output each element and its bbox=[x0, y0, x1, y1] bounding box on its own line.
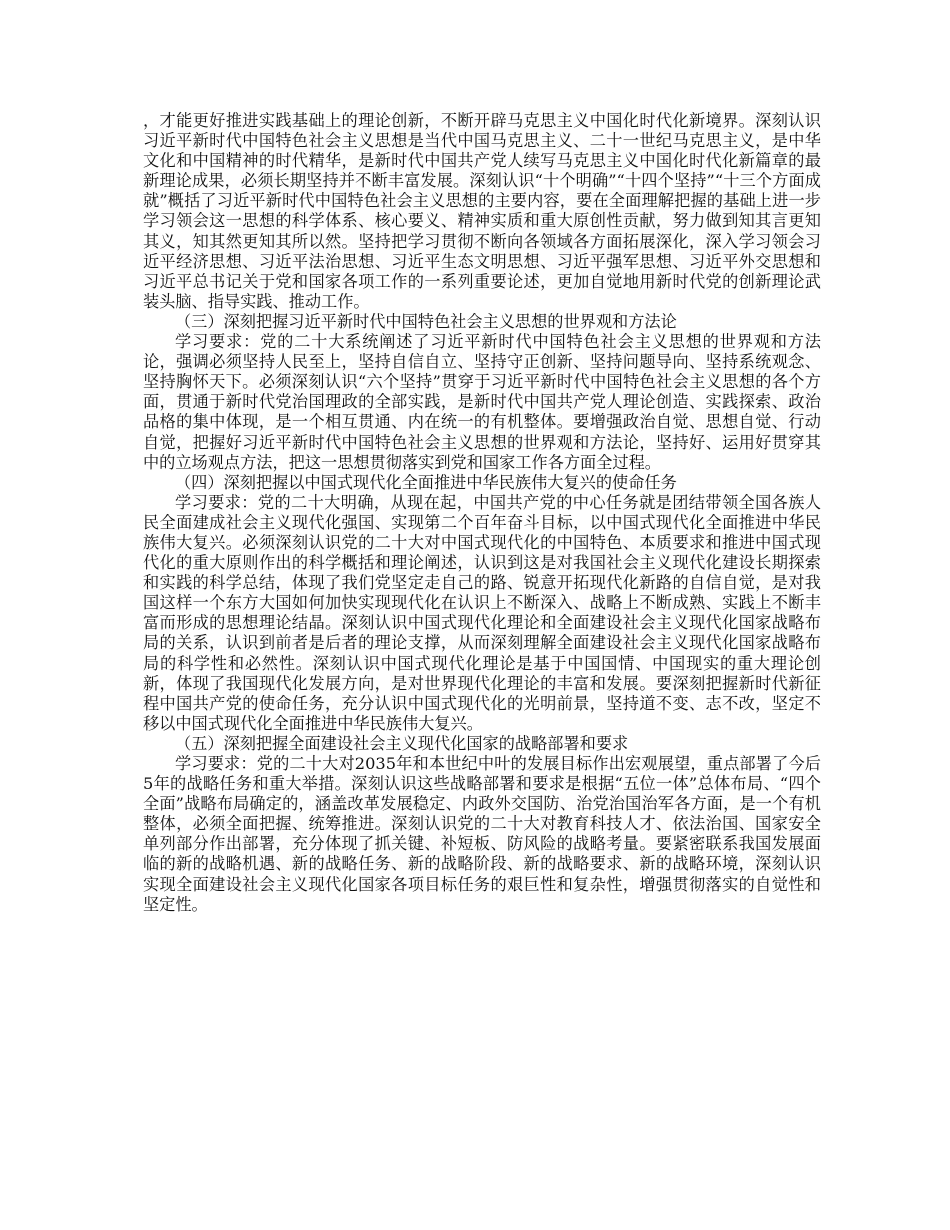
body-paragraph-3: 学习要求：党的二十大系统阐述了习近平新时代中国特色社会主义思想的世界观和方法论，强调必须坚持人民至上，坚持自信自立、坚持守正创新、坚持问题导向、坚持系统观念、坚持胸怀天下。必须深刻认识“六个坚持”贯穿于习近平新时代中国特色社会主义思想的各个方面，贯通于新时代党治国理政的全部实践，是新时代中国共产党人理论创造、实践探索、政治品格的集中体现，是一个相互贯通、内在统一的有机整体。要增强政治自觉、思想自觉、行动自觉，把握好习近平新时代中国特色社会主义思想的世界观和方法论，坚持好、运用好贯穿其中的立场观点方法，把这一思想贯彻落实到党和国家工作各方面全过程。 bbox=[143, 332, 821, 472]
body-paragraph-4: 学习要求：党的二十大明确，从现在起，中国共产党的中心任务就是团结带领全国各族人民全面建成社会主义现代化强国、实现第二个百年奋斗目标，以中国式现代化全面推进中华民族伟大复兴。必须深刻认识党的二十大对中国式现代化的中国特色、本质要求和推进中国式现代化的重大原则作出的科学概括和理论阐述，认识到这是对我国社会主义现代化建设长期探索和实践的科学总结，体现了我们党坚定走自己的路、锐意开拓现代化新路的自信自觉，是对我国这样一个东方大国如何加快实现现代化在认识上不断深入、战略上不断成熟、实践上不断丰富而形成的思想理论结晶。深刻认识中国式现代化理论和全面建设社会主义现代化国家战略布局的关系，认识到前者是后者的理论支撑，从而深刻理解全面建设社会主义现代化国家战略布局的科学性和必然性。深刻认识中国式现代化理论是基于中国国情、中国现实的重大理论创新，体现了我国现代化发展方向，是对世界现代化理论的丰富和发展。要深刻把握新时代新征程中国共产党的使命任务，充分认识中国式现代化的光明前景，坚持道不变、志不改，坚定不移以中国式现代化全面推进中华民族伟大复兴。 bbox=[143, 492, 821, 733]
document-page bbox=[143, 111, 821, 915]
body-paragraph-5: 学习要求：党的二十大对2035年和本世纪中叶的发展目标作出宏观展望，重点部署了今后5年的战略任务和重大举措。深刻认识这些战略部署和要求是根据“五位一体”总体布局、“四个全面”战略布局确定的，涵盖改革发展稳定、内政外交国防、治党治国治军各方面，是一个有机整体，必须全面把握、统筹推进。深刻认识党的二十大对教育科技人才、依法治国、国家安全单列部分作出部署，充分体现了抓关键、补短板、防风险的战略考量。要紧密联系我国发展面临的新的战略机遇、新的战略任务、新的战略阶段、新的战略要求、新的战略环境，深刻认识实现全面建设社会主义现代化国家各项目标任务的艰巨性和复杂性，增强贯彻落实的自觉性和坚定性。 bbox=[143, 754, 821, 914]
body-paragraph-1: ，才能更好推进实践基础上的理论创新，不断开辟马克思主义中国化时代化新境界。深刻认识习近平新时代中国特色社会主义思想是当代中国马克思主义、二十一世纪马克思主义，是中华文化和中国精神的时代精华，是新时代中国共产党人续写马克思主义中国化时代化新篇章的最新理论成果，必须长期坚持并不断丰富发展。深刻认识“十个明确”“十四个坚持”“十三个方面成就”概括了习近平新时代中国特色社会主义思想的主要内容，要在全面理解把握的基础上进一步学习领会这一思想的科学体系、核心要义、精神实质和重大原创性贡献，努力做到知其言更知其义，知其然更知其所以然。坚持把学习贯彻不断向各领域各方面拓展深化，深入学习领会习近平经济思想、习近平法治思想、习近平生态文明思想、习近平强军思想、习近平外交思想和习近平总书记关于党和国家各项工作的一系列重要论述，更加自觉地用新时代党的创新理论武装头脑、指导实践、推动工作。 bbox=[143, 111, 821, 311]
section-heading-3: （三）深刻把握习近平新时代中国特色社会主义思想的世界观和方法论 bbox=[175, 311, 677, 331]
section-heading-4: （四）深刻把握以中国式现代化全面推进中华民族伟大复兴的使命任务 bbox=[175, 472, 677, 492]
section-heading-5: （五）深刻把握全面建设社会主义现代化国家的战略部署和要求 bbox=[175, 733, 629, 753]
